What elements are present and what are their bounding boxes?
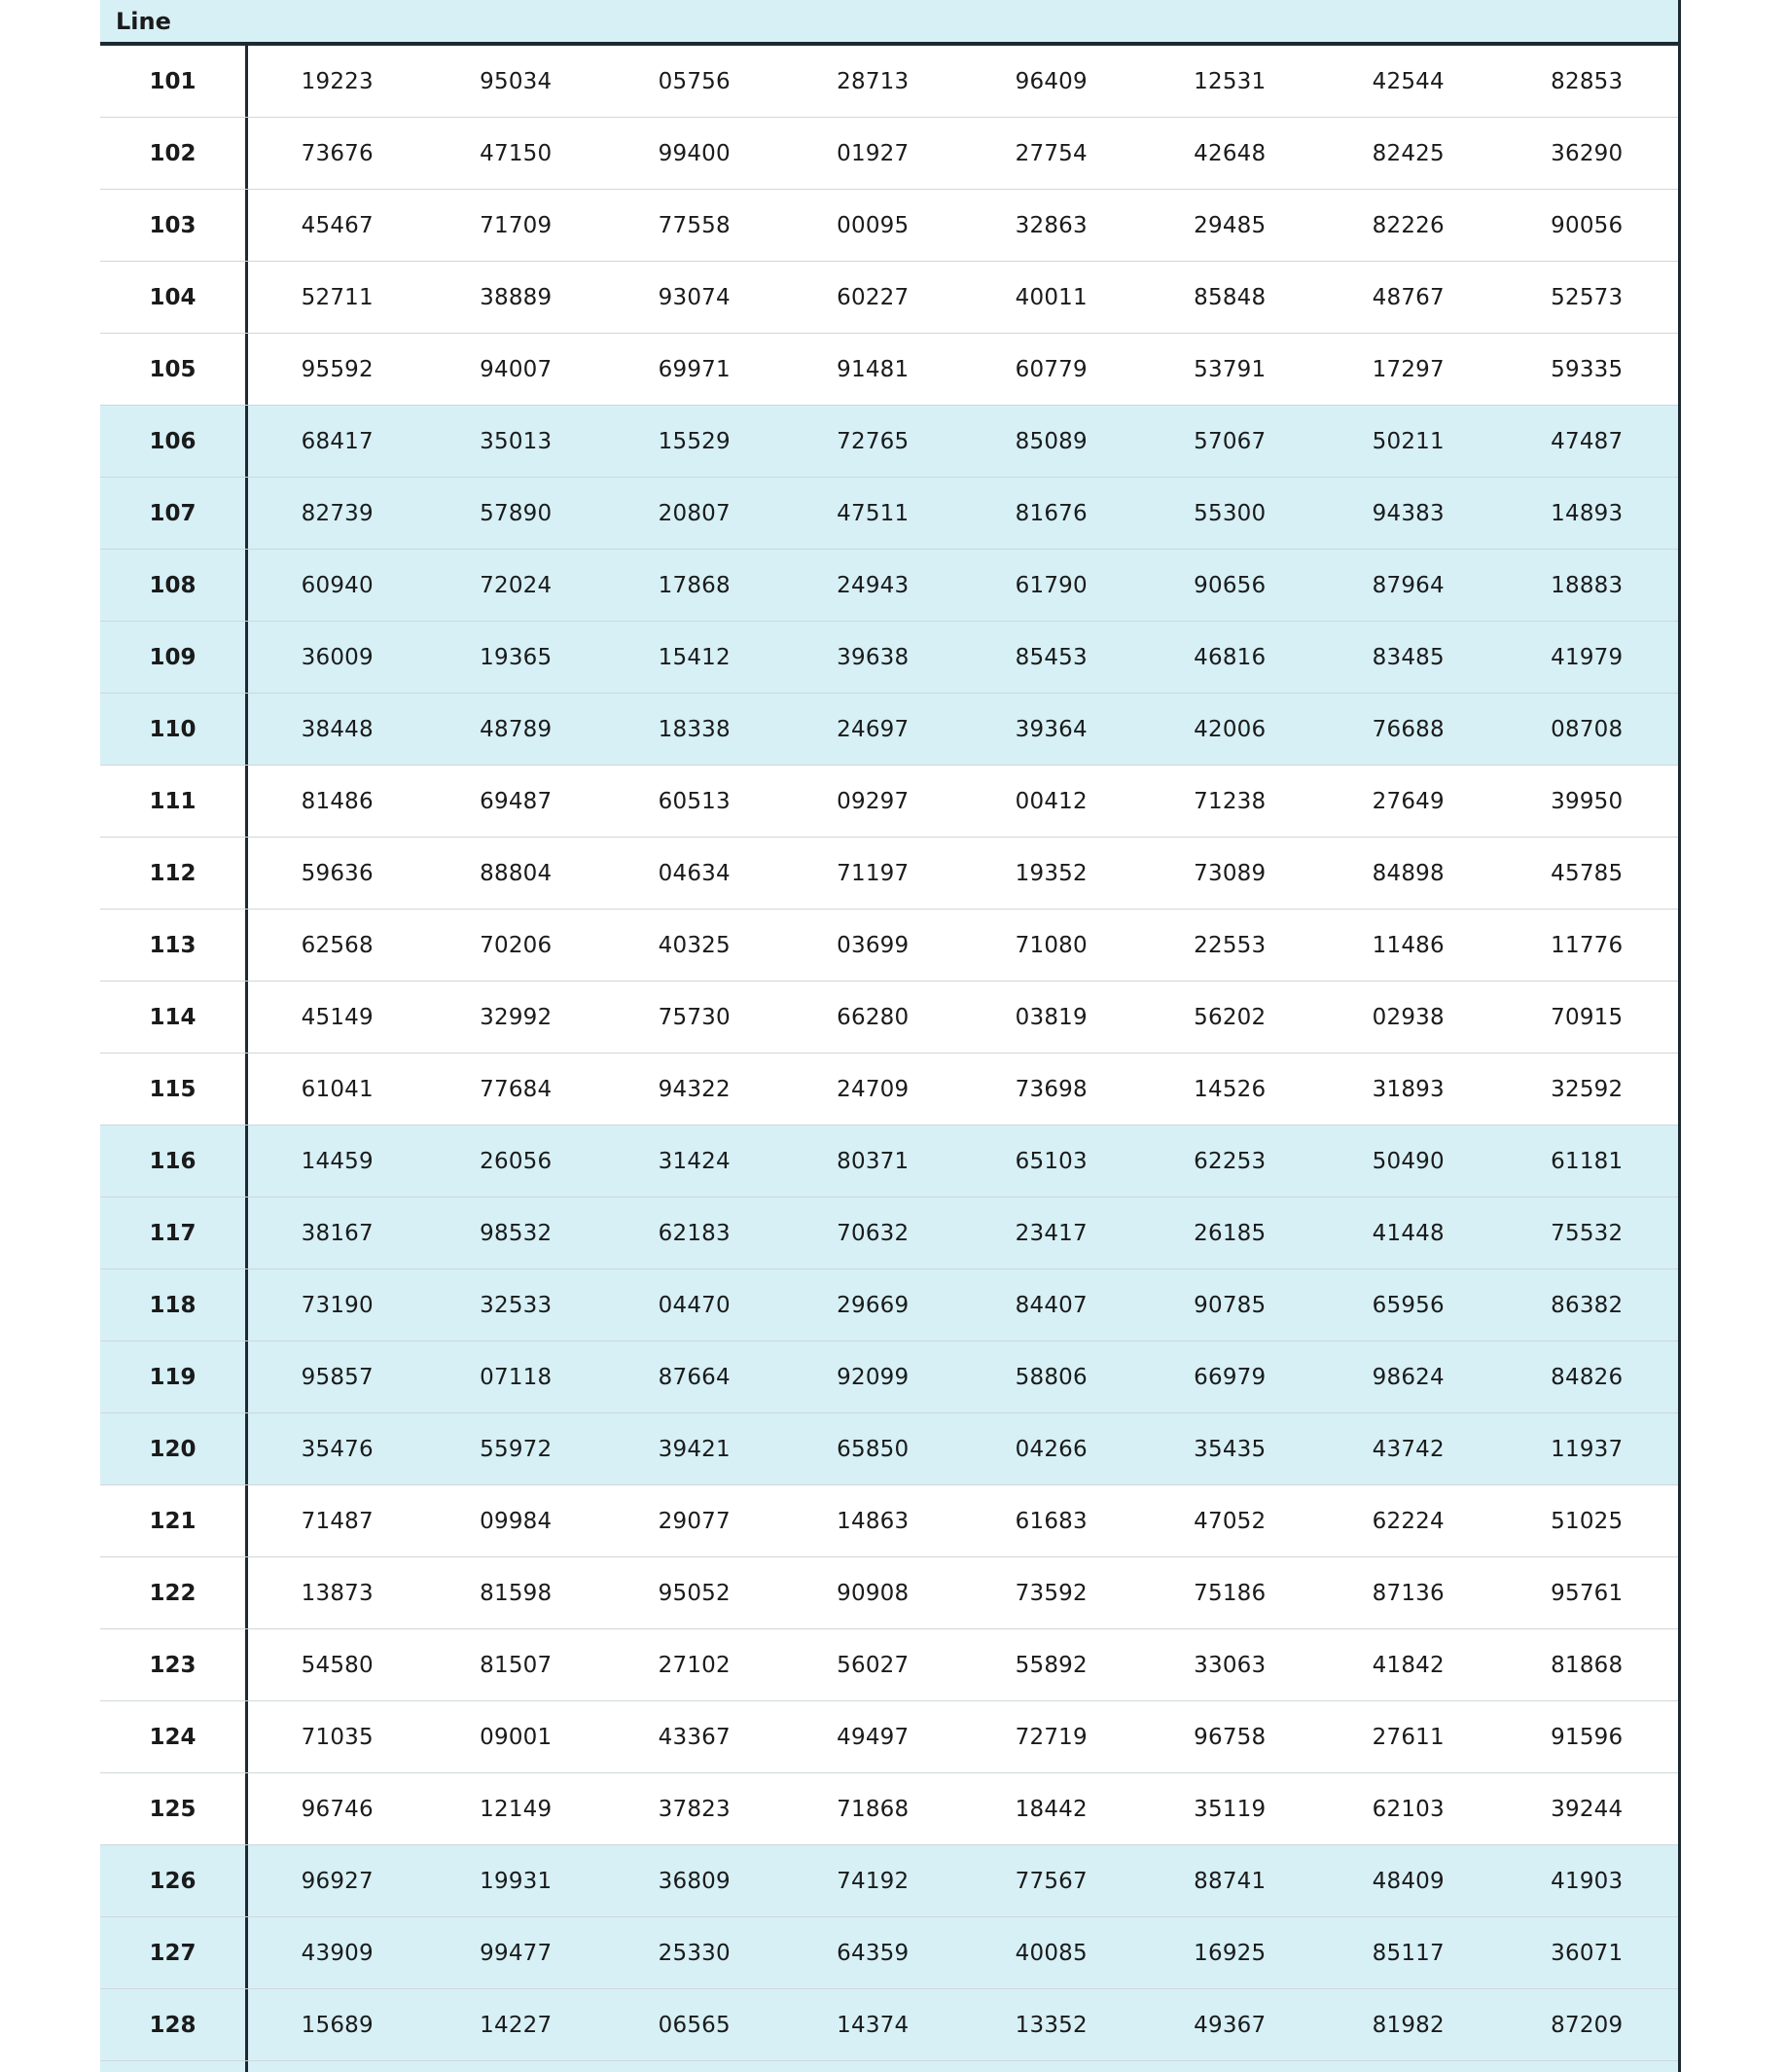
digit-group-cell: 33063 xyxy=(1194,1652,1267,1678)
table-row xyxy=(100,982,1678,1054)
digit-group-cell: 36009 xyxy=(301,644,374,670)
digit-group-cell: 47150 xyxy=(480,140,553,166)
digit-group-cell: 84826 xyxy=(1551,1364,1624,1390)
digit-group-cell: 95052 xyxy=(658,1580,731,1606)
digit-group-cell: 56027 xyxy=(837,1652,910,1678)
digit-group-cell: 38448 xyxy=(301,716,374,742)
digit-group-cell: 77567 xyxy=(1015,1868,1088,1894)
digit-group-cell: 45785 xyxy=(1551,860,1624,886)
digit-group-cell: 32592 xyxy=(1551,1076,1624,1102)
digit-group-cell: 65850 xyxy=(837,1436,910,1462)
table-row xyxy=(100,1917,1678,1989)
digit-group-cell: 55972 xyxy=(480,1436,553,1462)
table-row xyxy=(100,910,1678,982)
digit-group-cell: 91481 xyxy=(837,356,910,382)
digit-group-cell: 39421 xyxy=(658,1436,731,1462)
digit-group-cell: 29077 xyxy=(658,1508,731,1534)
table-row xyxy=(100,406,1678,478)
line-number xyxy=(100,2061,248,2072)
digit-group-cell: 73698 xyxy=(1015,1076,1088,1102)
table-row xyxy=(100,334,1678,406)
digit-group-cell: 90908 xyxy=(837,1580,910,1606)
digit-group-cell: 61181 xyxy=(1551,1148,1624,1174)
digit-group-cell: 75532 xyxy=(1551,1220,1624,1246)
digit-group-cell: 15529 xyxy=(658,428,731,454)
digit-group-cell: 51025 xyxy=(1551,1508,1624,1534)
digit-group-cell: 68417 xyxy=(301,428,374,454)
digit-group-cell: 11937 xyxy=(1551,1436,1624,1462)
digit-group-cell: 61790 xyxy=(1015,572,1088,598)
digit-group-cell: 73676 xyxy=(301,140,374,166)
digit-group-cell: 62568 xyxy=(301,932,374,958)
digit-group-cell: 85089 xyxy=(1015,428,1088,454)
random-number-table xyxy=(100,0,1681,2072)
line-number: 120 xyxy=(100,1413,248,1484)
digit-group-cell: 14863 xyxy=(837,1508,910,1534)
line-number: 116 xyxy=(100,1125,248,1197)
digit-group-cell: 18338 xyxy=(658,716,731,742)
digit-group-cell: 43367 xyxy=(658,1724,731,1750)
digit-group-cell: 81598 xyxy=(480,1580,553,1606)
digit-group-cell: 52573 xyxy=(1551,284,1624,310)
digit-group-cell: 85453 xyxy=(1015,644,1088,670)
digit-group-cell: 95034 xyxy=(480,68,553,94)
digit-group-cell: 42006 xyxy=(1194,716,1267,742)
digit-group-cell: 62224 xyxy=(1372,1508,1445,1534)
digit-group-cell: 59636 xyxy=(301,860,374,886)
digit-group-cell: 48789 xyxy=(480,716,553,742)
digit-group-cell: 09984 xyxy=(480,1508,553,1534)
digit-group-cell: 11486 xyxy=(1372,932,1445,958)
digit-group-cell: 66280 xyxy=(837,1004,910,1030)
digit-group-cell: 99477 xyxy=(480,1940,553,1966)
digit-group-cell: 95761 xyxy=(1551,1580,1624,1606)
digit-group-cell: 46816 xyxy=(1194,644,1267,670)
digit-group-cell: 17868 xyxy=(658,572,731,598)
digit-group-cell: 72765 xyxy=(837,428,910,454)
digit-group-cell: 62183 xyxy=(658,1220,731,1246)
line-number: 124 xyxy=(100,1701,248,1772)
line-number: 106 xyxy=(100,406,248,477)
digit-group-cell: 25330 xyxy=(658,1940,731,1966)
digit-group-cell: 24943 xyxy=(837,572,910,598)
line-number: 114 xyxy=(100,982,248,1053)
digit-group-cell: 29669 xyxy=(837,1292,910,1318)
digit-group-cell: 83485 xyxy=(1372,644,1445,670)
digit-group-cell: 32863 xyxy=(1015,212,1088,238)
digit-group-cell: 45467 xyxy=(301,212,374,238)
digit-group-cell: 54580 xyxy=(301,1652,374,1678)
table-row xyxy=(100,838,1678,910)
table-row xyxy=(100,478,1678,550)
digit-group-cell: 05756 xyxy=(658,68,731,94)
digit-group-cell: 39364 xyxy=(1015,716,1088,742)
digit-group-cell: 62253 xyxy=(1194,1148,1267,1174)
digit-group-cell: 75186 xyxy=(1194,1580,1267,1606)
digit-group-cell: 87664 xyxy=(658,1364,731,1390)
digit-group-cell: 12531 xyxy=(1194,68,1267,94)
digit-group-cell: 94383 xyxy=(1372,500,1445,526)
line-number: 122 xyxy=(100,1557,248,1628)
digit-group-cell: 55300 xyxy=(1194,500,1267,526)
digit-group-cell: 45149 xyxy=(301,1004,374,1030)
digit-group-cell: 04634 xyxy=(658,860,731,886)
digit-group-cell: 29485 xyxy=(1194,212,1267,238)
digit-group-cell: 87136 xyxy=(1372,1580,1445,1606)
digit-group-cell: 40011 xyxy=(1015,284,1088,310)
digit-group-cell: 36071 xyxy=(1551,1940,1624,1966)
line-number: 109 xyxy=(100,622,248,693)
digit-group-cell: 57890 xyxy=(480,500,553,526)
digit-group-cell: 69971 xyxy=(658,356,731,382)
table-body xyxy=(100,46,1678,2072)
digit-group-cell: 18883 xyxy=(1551,572,1624,598)
digit-group-cell: 90056 xyxy=(1551,212,1624,238)
digit-group-cell: 85117 xyxy=(1372,1940,1445,1966)
digit-group-cell: 76688 xyxy=(1372,716,1445,742)
digit-group-cell: 32533 xyxy=(480,1292,553,1318)
digit-group-cell: 03819 xyxy=(1015,1004,1088,1030)
digit-group-cell: 35435 xyxy=(1194,1436,1267,1462)
line-number: 112 xyxy=(100,838,248,909)
digit-group-cell: 93074 xyxy=(658,284,731,310)
digit-group-cell: 95857 xyxy=(301,1364,374,1390)
digit-group-cell: 09297 xyxy=(837,788,910,814)
line-number: 111 xyxy=(100,766,248,837)
digit-group-cell: 24709 xyxy=(837,1076,910,1102)
digit-group-cell: 70632 xyxy=(837,1220,910,1246)
line-number: 121 xyxy=(100,1485,248,1556)
table-row xyxy=(100,118,1678,190)
digit-group-cell: 04470 xyxy=(658,1292,731,1318)
line-number: 103 xyxy=(100,190,248,261)
line-number: 105 xyxy=(100,334,248,405)
digit-group-cell: 96746 xyxy=(301,1796,374,1822)
digit-group-cell: 12149 xyxy=(480,1796,553,1822)
digit-group-cell: 71868 xyxy=(837,1796,910,1822)
digit-group-cell: 91596 xyxy=(1551,1724,1624,1750)
digit-group-cell: 84407 xyxy=(1015,1292,1088,1318)
digit-group-cell: 87209 xyxy=(1551,2012,1624,2038)
digit-group-cell: 41448 xyxy=(1372,1220,1445,1246)
digit-group-cell: 03699 xyxy=(837,932,910,958)
digit-group-cell: 01927 xyxy=(837,140,910,166)
table-row xyxy=(100,1629,1678,1701)
digit-group-cell: 75730 xyxy=(658,1004,731,1030)
digit-group-cell: 41903 xyxy=(1551,1868,1624,1894)
digit-group-cell: 72719 xyxy=(1015,1724,1088,1750)
digit-group-cell: 85848 xyxy=(1194,284,1267,310)
digit-group-cell: 55892 xyxy=(1015,1652,1088,1678)
digit-group-cell: 39244 xyxy=(1551,1796,1624,1822)
line-number: 123 xyxy=(100,1629,248,1700)
line-number: 110 xyxy=(100,694,248,765)
digit-group-cell: 96409 xyxy=(1015,68,1088,94)
digit-group-cell: 31893 xyxy=(1372,1076,1445,1102)
digit-group-cell: 04266 xyxy=(1015,1436,1088,1462)
digit-group-cell: 14374 xyxy=(837,2012,910,2038)
table-header xyxy=(100,0,1678,46)
digit-group-cell: 19352 xyxy=(1015,860,1088,886)
digit-group-cell: 26056 xyxy=(480,1148,553,1174)
digit-group-cell: 52711 xyxy=(301,284,374,310)
digit-group-cell: 60227 xyxy=(837,284,910,310)
digit-group-cell: 90656 xyxy=(1194,572,1267,598)
table-row xyxy=(100,1341,1678,1413)
digit-group-cell: 62103 xyxy=(1372,1796,1445,1822)
line-number: 107 xyxy=(100,478,248,549)
digit-group-cell: 94007 xyxy=(480,356,553,382)
digit-group-cell: 82739 xyxy=(301,500,374,526)
line-number: 108 xyxy=(100,550,248,621)
digit-group-cell: 87964 xyxy=(1372,572,1445,598)
digit-group-cell: 47511 xyxy=(837,500,910,526)
digit-group-cell: 14893 xyxy=(1551,500,1624,526)
table-row xyxy=(100,1197,1678,1269)
table-row xyxy=(100,622,1678,694)
digit-group-cell: 38167 xyxy=(301,1220,374,1246)
digit-group-cell: 98532 xyxy=(480,1220,553,1246)
digit-group-cell: 61041 xyxy=(301,1076,374,1102)
digit-group-cell: 14227 xyxy=(480,2012,553,2038)
digit-group-cell: 82853 xyxy=(1551,68,1624,94)
digit-group-cell: 41979 xyxy=(1551,644,1624,670)
digit-group-cell: 00412 xyxy=(1015,788,1088,814)
digit-group-cell: 65956 xyxy=(1372,1292,1445,1318)
digit-group-cell: 92099 xyxy=(837,1364,910,1390)
digit-group-cell: 14459 xyxy=(301,1148,374,1174)
digit-group-cell: 71035 xyxy=(301,1724,374,1750)
digit-group-cell: 82425 xyxy=(1372,140,1445,166)
digit-group-cell: 49497 xyxy=(837,1724,910,1750)
line-number: 118 xyxy=(100,1269,248,1340)
table-row xyxy=(100,1845,1678,1917)
digit-group-cell: 57067 xyxy=(1194,428,1267,454)
digit-group-cell: 82226 xyxy=(1372,212,1445,238)
digit-group-cell: 27754 xyxy=(1015,140,1088,166)
digit-group-cell: 70206 xyxy=(480,932,553,958)
digit-group-cell: 47052 xyxy=(1194,1508,1267,1534)
table-row xyxy=(100,262,1678,334)
table-row xyxy=(100,1125,1678,1197)
digit-group-cell: 60940 xyxy=(301,572,374,598)
digit-group-cell: 40085 xyxy=(1015,1940,1088,1966)
digit-group-cell: 17297 xyxy=(1372,356,1445,382)
digit-group-cell: 80371 xyxy=(837,1148,910,1174)
digit-group-cell: 36809 xyxy=(658,1868,731,1894)
table-row xyxy=(100,766,1678,838)
digit-group-cell: 39638 xyxy=(837,644,910,670)
digit-group-cell: 27611 xyxy=(1372,1724,1445,1750)
table-row xyxy=(100,1054,1678,1125)
digit-group-cell: 48409 xyxy=(1372,1868,1445,1894)
digit-group-cell: 35119 xyxy=(1194,1796,1267,1822)
digit-group-cell: 26185 xyxy=(1194,1220,1267,1246)
digit-group-cell: 71238 xyxy=(1194,788,1267,814)
digit-group-cell: 81676 xyxy=(1015,500,1088,526)
digit-group-cell: 02938 xyxy=(1372,1004,1445,1030)
digit-group-cell: 27102 xyxy=(658,1652,731,1678)
digit-group-cell: 73089 xyxy=(1194,860,1267,886)
digit-group-cell: 19931 xyxy=(480,1868,553,1894)
digit-group-cell: 73592 xyxy=(1015,1580,1088,1606)
digit-group-cell: 20807 xyxy=(658,500,731,526)
digit-group-cell: 72024 xyxy=(480,572,553,598)
line-number: 125 xyxy=(100,1773,248,1844)
table-row xyxy=(100,694,1678,766)
digit-group-cell: 15689 xyxy=(301,2012,374,2038)
digit-group-cell: 56202 xyxy=(1194,1004,1267,1030)
digit-group-cell: 69487 xyxy=(480,788,553,814)
digit-group-cell: 58806 xyxy=(1015,1364,1088,1390)
digit-group-cell: 07118 xyxy=(480,1364,553,1390)
digit-group-cell: 60779 xyxy=(1015,356,1088,382)
line-number: 113 xyxy=(100,910,248,981)
digit-group-cell: 19365 xyxy=(480,644,553,670)
digit-group-cell: 38889 xyxy=(480,284,553,310)
digit-group-cell: 35013 xyxy=(480,428,553,454)
digit-group-cell: 96758 xyxy=(1194,1724,1267,1750)
digit-group-cell: 11776 xyxy=(1551,932,1624,958)
digit-group-cell: 65103 xyxy=(1015,1148,1088,1174)
digit-group-cell: 37823 xyxy=(658,1796,731,1822)
digit-group-cell: 13352 xyxy=(1015,2012,1088,2038)
line-number: 102 xyxy=(100,118,248,189)
digit-group-cell: 09001 xyxy=(480,1724,553,1750)
table-row xyxy=(100,2061,1678,2072)
table-row xyxy=(100,1701,1678,1773)
digit-group-cell: 18442 xyxy=(1015,1796,1088,1822)
digit-group-cell: 99400 xyxy=(658,140,731,166)
digit-group-cell: 90785 xyxy=(1194,1292,1267,1318)
table-row xyxy=(100,1989,1678,2061)
digit-group-cell: 15412 xyxy=(658,644,731,670)
digit-group-cell: 19223 xyxy=(301,68,374,94)
line-number: 117 xyxy=(100,1197,248,1268)
digit-group-cell: 27649 xyxy=(1372,788,1445,814)
digit-group-cell: 71080 xyxy=(1015,932,1088,958)
digit-group-cell: 96927 xyxy=(301,1868,374,1894)
table-row xyxy=(100,1269,1678,1341)
digit-group-cell: 71487 xyxy=(301,1508,374,1534)
digit-group-cell: 50211 xyxy=(1372,428,1445,454)
digit-group-cell: 94322 xyxy=(658,1076,731,1102)
digit-group-cell: 71709 xyxy=(480,212,553,238)
digit-group-cell: 28713 xyxy=(837,68,910,94)
line-number: 115 xyxy=(100,1054,248,1125)
digit-group-cell: 84898 xyxy=(1372,860,1445,886)
line-number: 126 xyxy=(100,1845,248,1916)
digit-group-cell: 70915 xyxy=(1551,1004,1624,1030)
digit-group-cell: 81868 xyxy=(1551,1652,1624,1678)
digit-group-cell: 88741 xyxy=(1194,1868,1267,1894)
digit-group-cell: 00095 xyxy=(837,212,910,238)
digit-group-cell: 77558 xyxy=(658,212,731,238)
digit-group-cell: 81507 xyxy=(480,1652,553,1678)
line-number: 104 xyxy=(100,262,248,333)
digit-group-cell: 64359 xyxy=(837,1940,910,1966)
digit-group-cell: 42544 xyxy=(1372,68,1445,94)
digit-group-cell: 95592 xyxy=(301,356,374,382)
digit-group-cell: 48767 xyxy=(1372,284,1445,310)
line-number: 119 xyxy=(100,1341,248,1412)
digit-group-cell: 13873 xyxy=(301,1580,374,1606)
table-row xyxy=(100,1413,1678,1485)
table-row xyxy=(100,190,1678,262)
table-row xyxy=(100,1773,1678,1845)
digit-group-cell: 23417 xyxy=(1015,1220,1088,1246)
table-row xyxy=(100,550,1678,622)
digit-group-cell: 73190 xyxy=(301,1292,374,1318)
digit-group-cell: 86382 xyxy=(1551,1292,1624,1318)
digit-group-cell: 31424 xyxy=(658,1148,731,1174)
digit-group-cell: 98624 xyxy=(1372,1364,1445,1390)
digit-group-cell: 24697 xyxy=(837,716,910,742)
digit-group-cell: 16925 xyxy=(1194,1940,1267,1966)
digit-group-cell: 42648 xyxy=(1194,140,1267,166)
digit-group-cell: 61683 xyxy=(1015,1508,1088,1534)
table-row xyxy=(100,46,1678,118)
digit-group-cell: 74192 xyxy=(837,1868,910,1894)
digit-group-cell: 49367 xyxy=(1194,2012,1267,2038)
digit-group-cell: 47487 xyxy=(1551,428,1624,454)
digit-group-cell: 41842 xyxy=(1372,1652,1445,1678)
line-number: 128 xyxy=(100,1989,248,2060)
digit-group-cell: 81982 xyxy=(1372,2012,1445,2038)
digit-group-cell: 81486 xyxy=(301,788,374,814)
digit-group-cell: 53791 xyxy=(1194,356,1267,382)
digit-group-cell: 50490 xyxy=(1372,1148,1445,1174)
digit-group-cell: 59335 xyxy=(1551,356,1624,382)
digit-group-cell: 66979 xyxy=(1194,1364,1267,1390)
digit-group-cell: 60513 xyxy=(658,788,731,814)
digit-group-cell: 71197 xyxy=(837,860,910,886)
digit-group-cell: 77684 xyxy=(480,1076,553,1102)
digit-group-cell: 35476 xyxy=(301,1436,374,1462)
line-number: 101 xyxy=(100,46,248,117)
digit-group-cell: 40325 xyxy=(658,932,731,958)
digit-group-cell: 06565 xyxy=(658,2012,731,2038)
table-row xyxy=(100,1485,1678,1557)
table-row xyxy=(100,1557,1678,1629)
line-column-header: Line xyxy=(116,7,171,35)
digit-group-cell: 36290 xyxy=(1551,140,1624,166)
digit-group-cell: 39950 xyxy=(1551,788,1624,814)
digit-group-cell: 32992 xyxy=(480,1004,553,1030)
digit-group-cell: 14526 xyxy=(1194,1076,1267,1102)
digit-group-cell: 43742 xyxy=(1372,1436,1445,1462)
digit-group-cell: 43909 xyxy=(301,1940,374,1966)
digit-group-cell: 08708 xyxy=(1551,716,1624,742)
line-number: 127 xyxy=(100,1917,248,1988)
digit-group-cell: 22553 xyxy=(1194,932,1267,958)
digit-group-cell: 88804 xyxy=(480,860,553,886)
